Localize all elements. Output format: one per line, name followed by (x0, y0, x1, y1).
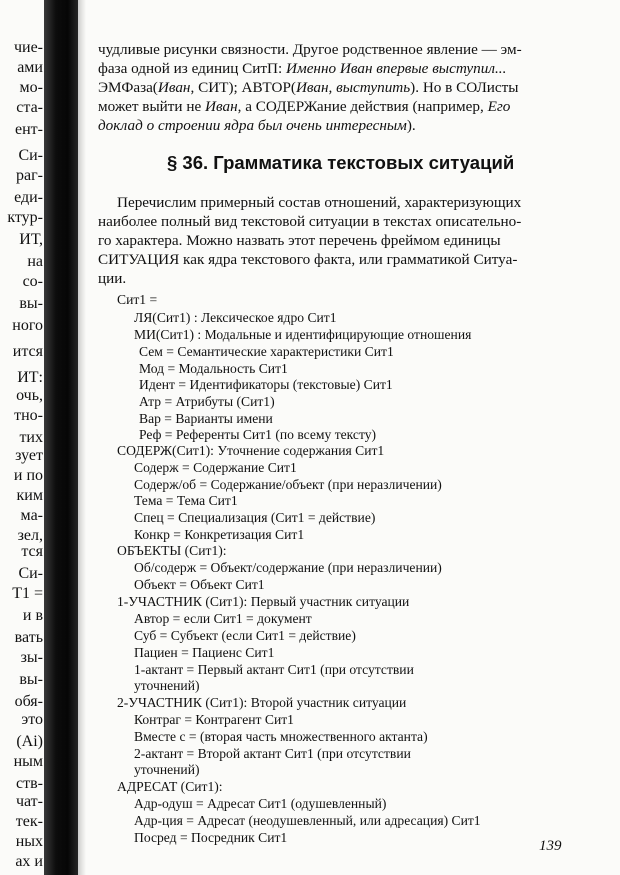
frame-line-aktant-2: 2-актант = Второй актант Сит1 (при отсутствии (134, 746, 411, 761)
margin-fragment: ным (13, 753, 43, 770)
margin-fragment: ится (12, 343, 43, 360)
margin-fragment: ств- (16, 775, 43, 792)
margin-fragment: вать (14, 629, 43, 646)
frame-line-atr: Атр = Атрибуты (Сит1) (139, 394, 275, 409)
margin-fragment: ами (17, 59, 43, 76)
margin-fragment: тих (19, 429, 43, 446)
frame-line-sit1: Сит1 = (117, 292, 158, 307)
margin-fragment: чие- (13, 39, 43, 56)
frame-line-soderzh-item: Содерж = Содержание Сит1 (134, 460, 297, 475)
margin-fragment: ктур- (7, 209, 43, 226)
frame-line-aktant-2-cont: уточнений) (134, 762, 200, 777)
paragraph-line-3: го характера. Можно назвать этот перечень фреймом единицы (98, 232, 501, 249)
intro-line-5: доклад о строении ядра был очень интересным). (98, 117, 416, 134)
margin-fragment: ах и (15, 853, 43, 870)
frame-line-mi: МИ(Сит1) : Модальные и идентифицирующие отношения (134, 327, 472, 342)
frame-line-adr-odush: Адр-одуш = Адресат Сит1 (одушевленный) (134, 796, 387, 811)
margin-fragment: чат- (15, 793, 43, 810)
frame-line-uchastnik-2: 2-УЧАСТНИК (Сит1): Второй участник ситуации (117, 695, 407, 710)
margin-fragment: ИТ: (17, 369, 43, 386)
margin-fragment: ким (16, 487, 43, 504)
frame-line-kontrag: Контраг = Контрагент Сит1 (134, 712, 294, 727)
frame-line-ref: Реф = Референты Сит1 (по всему тексту) (139, 427, 377, 442)
margin-fragment: зел, (17, 527, 43, 544)
margin-fragment: ИТ, (19, 231, 43, 248)
frame-line-var: Вар = Варианты имени (139, 411, 273, 426)
frame-line-posred: Посред = Посредник Сит1 (134, 830, 288, 845)
frame-line-avtor: Автор = если Сит1 = документ (134, 611, 312, 626)
margin-fragment: ма- (20, 507, 43, 524)
paragraph-line-2: наиболее полный вид текстовой ситуации в текстах описательно- (98, 213, 522, 230)
frame-line-obekty: ОБЪЕКТЫ (Сит1): (117, 543, 227, 558)
frame-line-soderzh-ob: Содерж/об = Содержание/объект (при неразличении) (134, 477, 442, 492)
frame-line-pacien: Пациен = Пациенс Сит1 (134, 645, 275, 660)
intro-line-1: чудливые рисунки связности. Другое родственное явление — эм- (98, 41, 522, 58)
margin-fragment: раг- (16, 167, 43, 184)
frame-line-adr-ciya: Адр-ция = Адресат (неодушевленный, или адресация) Сит1 (134, 813, 481, 828)
frame-line-vmeste: Вместе с = (вторая часть множественного актанта) (134, 729, 428, 744)
margin-fragment: зы- (20, 649, 43, 666)
paragraph-line-4: СИТУАЦИЯ как ядра текстового факта, или грамматикой Ситуа- (98, 251, 518, 268)
intro-line-2: фаза одной из единиц СитП: Именно Иван впервые выступил... (98, 60, 507, 77)
intro-line-3: ЭМФаза(Иван, СИТ); АВТОР(Иван, выступить). Но в СОЛисты (98, 79, 519, 96)
margin-fragment: зует (15, 447, 43, 464)
margin-fragment: вы- (19, 295, 43, 312)
frame-line-ident: Идент = Идентификаторы (текстовые) Сит1 (139, 377, 393, 392)
frame-line-uchastnik-1: 1-УЧАСТНИК (Сит1): Первый участник ситуации (117, 594, 410, 609)
frame-line-ob-soderzh: Об/содерж = Объект/содержание (при неразличении) (134, 560, 442, 575)
margin-fragment: (Ai) (16, 733, 43, 750)
margin-fragment: еди- (14, 189, 43, 206)
frame-line-aktant-1-cont: уточнений) (134, 678, 200, 693)
section-heading: § 36. Грамматика текстовых ситуаций (167, 152, 515, 173)
frame-line-tema: Тема = Тема Сит1 (134, 493, 238, 508)
frame-line-konkr: Конкр = Конкретизация Сит1 (134, 527, 305, 542)
margin-fragment: и в (22, 607, 43, 624)
margin-fragment: тек- (15, 813, 43, 830)
frame-line-sem: Сем = Семантические характеристики Сит1 (139, 344, 394, 359)
margin-fragment: это (21, 711, 43, 728)
page-binding-shadow (44, 0, 78, 875)
margin-fragment: со- (22, 273, 43, 290)
frame-line-mod: Мод = Модальность Сит1 (139, 361, 288, 376)
frame-line-adresat: АДРЕСАТ (Сит1): (117, 779, 223, 794)
margin-fragment: мо- (19, 79, 43, 96)
paragraph-line-1: Перечислим примерный состав отношений, характеризующих (117, 194, 522, 211)
previous-page-fragment (0, 0, 44, 875)
paragraph-line-5: ции. (98, 270, 127, 287)
intro-line-4: может выйти не Иван, а СОДЕРЖание действия (например, Его (98, 98, 511, 115)
margin-fragment: ных (15, 833, 43, 850)
margin-fragment: тно- (14, 407, 43, 424)
margin-fragment: очь, (16, 387, 43, 404)
frame-line-obekt: Объект = Объект Сит1 (134, 577, 265, 592)
margin-fragment: обя- (14, 693, 43, 710)
margin-fragment: ста- (16, 99, 43, 116)
page-number: 139 (539, 838, 562, 854)
margin-fragment: Си- (18, 565, 43, 582)
margin-fragment: и по (13, 467, 43, 484)
frame-line-sub: Суб = Субъект (если Сит1 = действие) (134, 628, 356, 643)
page-binding-shadow-fade (78, 0, 86, 875)
margin-fragment: Си- (18, 147, 43, 164)
margin-fragment: тся (21, 543, 43, 560)
frame-line-lya: ЛЯ(Сит1) : Лексическое ядро Сит1 (134, 310, 337, 325)
margin-fragment: ент- (15, 121, 43, 138)
margin-fragment: вы- (19, 671, 43, 688)
margin-fragment: Т1 = (12, 585, 43, 602)
frame-line-aktant-1: 1-актант = Первый актант Сит1 (при отсутствии (134, 662, 414, 677)
frame-line-soderzh: СОДЕРЖ(Сит1): Уточнение содержания Сит1 (117, 443, 385, 458)
margin-fragment: на (27, 253, 43, 270)
margin-fragment: ного (12, 317, 43, 334)
frame-line-spec: Спец = Специализация (Сит1 = действие) (134, 510, 376, 525)
